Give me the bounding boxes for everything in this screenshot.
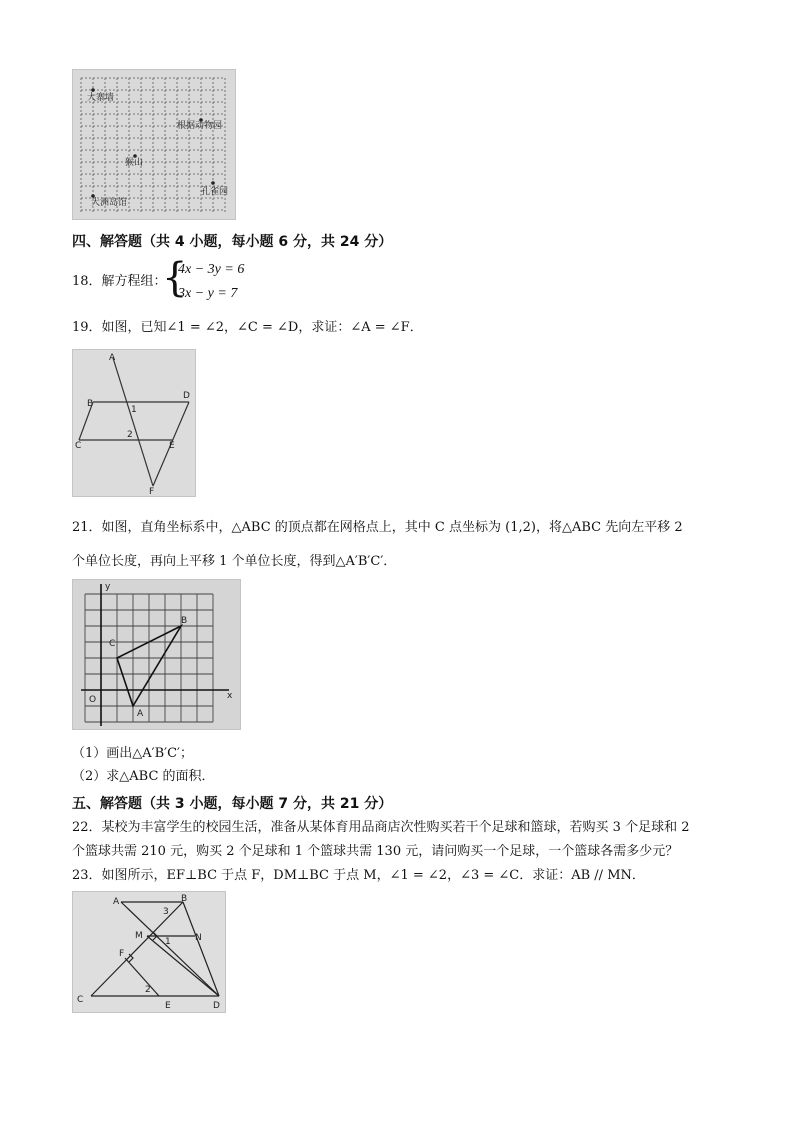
map-grid-figure: [72, 69, 236, 220]
q21-coordinate-grid: [73, 580, 240, 729]
q23-label-A: A: [113, 897, 120, 907]
q23-label-E: E: [165, 1001, 171, 1011]
q19-label-1: 1: [131, 405, 137, 415]
section-4-heading: 四、解答题（共 4 小题，每小题 6 分，共 24 分）: [72, 234, 393, 250]
section-5-heading: 五、解答题（共 3 小题，每小题 7 分，共 21 分）: [72, 796, 393, 812]
q21-label-B: B: [181, 616, 188, 626]
map-label-5: 大洲岛馆: [91, 198, 128, 208]
q19-text: 19．如图，已知∠1 = ∠2，∠C = ∠D，求证：∠A = ∠F．: [72, 320, 423, 335]
map-grid-drawing: [73, 70, 235, 219]
q19-label-2: 2: [127, 430, 133, 440]
q19-label-D: D: [183, 391, 190, 401]
q23-label-N: N: [195, 933, 202, 943]
q19-label-B: B: [87, 399, 94, 409]
map-label-2: 根据动物园: [177, 121, 223, 131]
q21-label-O: O: [89, 695, 97, 705]
q22-line-1: 22．某校为丰富学生的校园生活，准备从某体育用品商店次性购买若干个足球和篮球，若购买 3 个足球和 2: [72, 820, 690, 835]
q23-text: 23．如图所示，EF⊥BC 于点 F，DM⊥BC 于点 M，∠1 = ∠2，∠3 = ∠C．求证：AB // MN．: [72, 868, 645, 883]
q18-brace: {: [162, 255, 188, 301]
q21-sub-1: （1）画出△A′B′C′；: [72, 746, 194, 761]
q23-label-B: B: [181, 894, 188, 904]
q21-sub-2: （2）求△ABC 的面积．: [72, 769, 215, 784]
q23-figure: [72, 891, 226, 1013]
q19-label-E: E: [169, 441, 175, 451]
q18-equation-1: 4x − 3y = 6: [178, 262, 245, 277]
q19-geometry-drawing: [73, 350, 195, 496]
map-label-4: 孔雀园: [201, 187, 229, 197]
q23-label-1: 1: [165, 937, 171, 947]
map-label-1: 大寨墙: [87, 93, 115, 103]
q19-label-C: C: [75, 441, 82, 451]
map-label-3: 猴山: [125, 158, 144, 168]
q22-line-2: 个篮球共需 210 元，购买 2 个足球和 1 个篮球共需 130 元，请问购买一个足球，一个篮球各需多少元？: [72, 844, 679, 859]
q18-prefix: 18．解方程组：: [72, 274, 167, 289]
q21-label-y: y: [105, 582, 111, 592]
q19-label-A: A: [109, 353, 116, 363]
q18-equation-2: 3x − y = 7: [178, 286, 238, 301]
q23-label-M: M: [135, 931, 143, 941]
q23-label-F: F: [119, 949, 125, 959]
q23-label-3: 3: [163, 907, 169, 917]
q21-label-C: C: [109, 639, 116, 649]
q19-figure: [72, 349, 196, 497]
q21-figure: [72, 579, 241, 730]
q23-geometry-drawing: [73, 892, 225, 1012]
q21-line-1: 21．如图，直角坐标系中，△ABC 的顶点都在网格点上，其中 C 点坐标为 (1,2)，将△ABC 先向左平移 2: [72, 520, 683, 535]
q21-line-2: 个单位长度，再向上平移 1 个单位长度，得到△A′B′C′．: [72, 554, 397, 569]
q21-label-x: x: [227, 691, 233, 701]
q23-label-2: 2: [145, 985, 151, 995]
q21-label-A: A: [137, 709, 144, 719]
q23-label-D: D: [213, 1001, 220, 1011]
q19-label-F: F: [149, 487, 155, 496]
q23-label-C: C: [77, 995, 84, 1005]
